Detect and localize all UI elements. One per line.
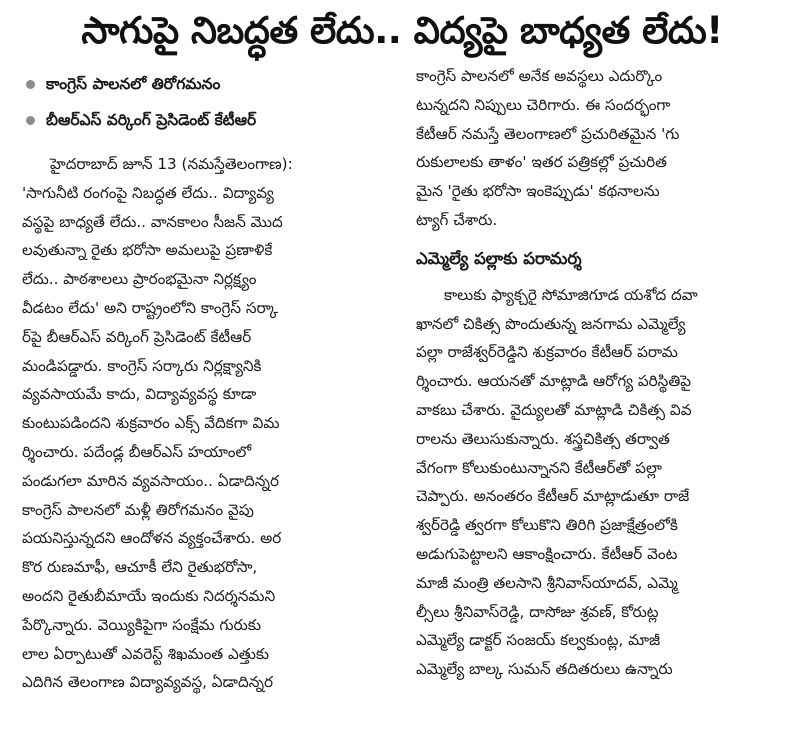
text-line: కాంగ్రెస్ పాలనలో అనేక అవస్థలు ఎదుర్కొం (416, 67, 663, 85)
text-line: ఎమ్మెల్యే బాల్క సుమన్ తదితరులు ఉన్నారు (416, 660, 673, 679)
article-columns (22, 62, 782, 697)
text-line: పేర్కొన్నారు. వెయ్యికిపైగా సంక్షేమ గురుకు (22, 615, 261, 634)
text-line: టున్నదని నిప్పులు చెరిగారు. ఈ సందర్భంగా (416, 95, 671, 114)
text-line: 'సాగునీటి రంగంపై నిబద్ధత లేదు.. విద్యావ్య (22, 183, 274, 202)
text-line: కొర రుణమాఫీ, ఆచూకీ లేని రైతుభరోసా, (22, 558, 258, 577)
text-line: శ్వర్‌రెడ్డి త్వరగా కోలుకొని తిరిగి ప్రజాక్షేత్రంలోకి (416, 516, 678, 535)
text-line: కాలుకు ఫ్యాక్చరై సోమాజిగూడ యశోద దవా (444, 285, 698, 304)
text-line: వాకబు చేశారు. వైద్యులతో మాట్లాడి చికిత్స వివ (416, 400, 692, 419)
text-line: రుకులాలకు తాళం' ఇతర పత్రికల్లో ప్రచురిత (416, 153, 667, 172)
text-line: ఎదిగిన తెలంగాణ విద్యావ్యవస్థ, ఏడాదిన్నర (22, 673, 273, 692)
bullet-icon (26, 80, 35, 89)
left-body-text (22, 150, 388, 697)
text-line: పయనిస్తున్నదని ఆందోళన వ్యక్తంచేశారు. అర (22, 529, 282, 548)
text-line: పండుగలా మారిన వ్యవసాయం.. ఏడాదిన్నర (22, 471, 279, 490)
headline: సాగుపై నిబద్ధత లేదు.. విద్యపై బాధ్యత లేదు! (81, 9, 723, 52)
text-line: మాజీ మంత్రి తలసాని శ్రీనివాస్‌యాదవ్, ఎమ్మె (416, 573, 678, 592)
highlight-item (22, 66, 388, 102)
text-line: ఎమ్మెల్యే డాక్టర్ సంజయ్ కల్వకుంట్ల, మాజీ (416, 631, 661, 650)
text-line: ఖానలో చికిత్స పొందుతున్న జనగామ ఎమ్మెల్యే (416, 314, 686, 333)
text-line: ర్శించారు. ఆయనతో మాట్లాడి ఆరోగ్య పరిస్థితిపై (416, 372, 692, 391)
text-line: చెప్పారు. అనంతరం కేటీఆర్ మాట్లాడుతూ రాజే (416, 487, 690, 506)
text-line: లేదు.. పాఠశాలలు ప్రారంభమైనా నిర్లక్ష్యం (22, 270, 257, 289)
text-line: ల్సీలు శ్రీనివాస్‌రెడ్డి, దాసోజు శ్రవణ్, కోరుట్ల (416, 602, 659, 621)
highlight-text: బీఆర్‌ఎస్ వర్కింగ్ ప్రెసిడెంట్ కేటీఆర్ (46, 111, 257, 129)
right-column (416, 62, 792, 697)
text-line: లాల ఏర్పాటుతో ఎవరెస్ట్ శిఖమంత ఎత్తుకు (22, 644, 270, 663)
subheading: ఎమ్మెల్యే పల్లాకు పరామర్శ (416, 248, 582, 268)
text-line: రాలను తెలుసుకున్నారు. శస్త్రచికిత్స తర్వాత (416, 429, 670, 448)
text-line: అడుగుపెట్టాలని ఆకాంక్షించారు. కేటీఆర్ వెంట (416, 544, 678, 563)
left-column (22, 62, 388, 697)
text-line: కుంటుపడిందని శుక్రవారం ఎక్స్ వేదికగా విమ (22, 414, 280, 433)
text-line: వస్థపై బాధ్యతే లేదు.. వానకాలం సీజన్ మొద (22, 212, 283, 231)
highlight-text: కాంగ్రెస్ పాలనలో తిరోగమనం (46, 75, 221, 93)
text-line: వ్యవసాయమే కాదు, విద్యావ్యవస్థ కూడా (22, 385, 257, 404)
highlight-list (22, 66, 388, 138)
right-body-text-bottom (416, 281, 792, 684)
text-line: పల్లా రాజేశ్వర్‌రెడ్డిని శుక్రవారం కేటీఆర్ పరామ (416, 343, 678, 362)
bullet-icon (26, 116, 35, 125)
right-body-text-top (416, 62, 792, 235)
text-line: కేటీఆర్ నమస్తే తెలంగాణలో ప్రచురితమైన 'గు (416, 124, 680, 143)
text-line: ర్శించారు. పదేండ్ల బీఆర్‌ఎస్ హయాంలో (22, 442, 252, 461)
text-line: వీడటం లేదు' అని రాష్ట్రంలోని కాంగ్రెస్ సర్కా (22, 298, 279, 317)
text-line: ట్యాగ్ చేశారు. (416, 210, 498, 229)
text-line: ర్‌పై బీఆర్‌ఎస్ వర్కింగ్ ప్రెసిడెంట్ కేటీఆర్ (22, 327, 252, 346)
text-line: మండిపడ్డారు. కాంగ్రెస్ సర్కారు నిర్లక్ష్యానికి (22, 356, 262, 375)
text-line: లవుతున్నా రైతు భరోసా అమలుపై ప్రణాళికే (22, 241, 273, 260)
text-line: వేగంగా కోలుకుంటున్నానని కేటీఆర్‌తో పల్లా (416, 458, 662, 477)
highlight-item (22, 102, 388, 138)
text-line: హైదరాబాద్ జూన్ 13 (నమస్తేతెలంగాణ): (50, 155, 293, 173)
text-line: అందని రైతుబీమాయే ఇందుకు నిదర్శనమని (22, 586, 276, 605)
text-line: కాంగ్రెస్ పాలనలో మళ్లీ తిరోగమనం వైపు (22, 500, 254, 519)
text-line: మైన 'రైతు భరోసా ఇంకెప్పుడు' కథనాలను (416, 182, 660, 201)
